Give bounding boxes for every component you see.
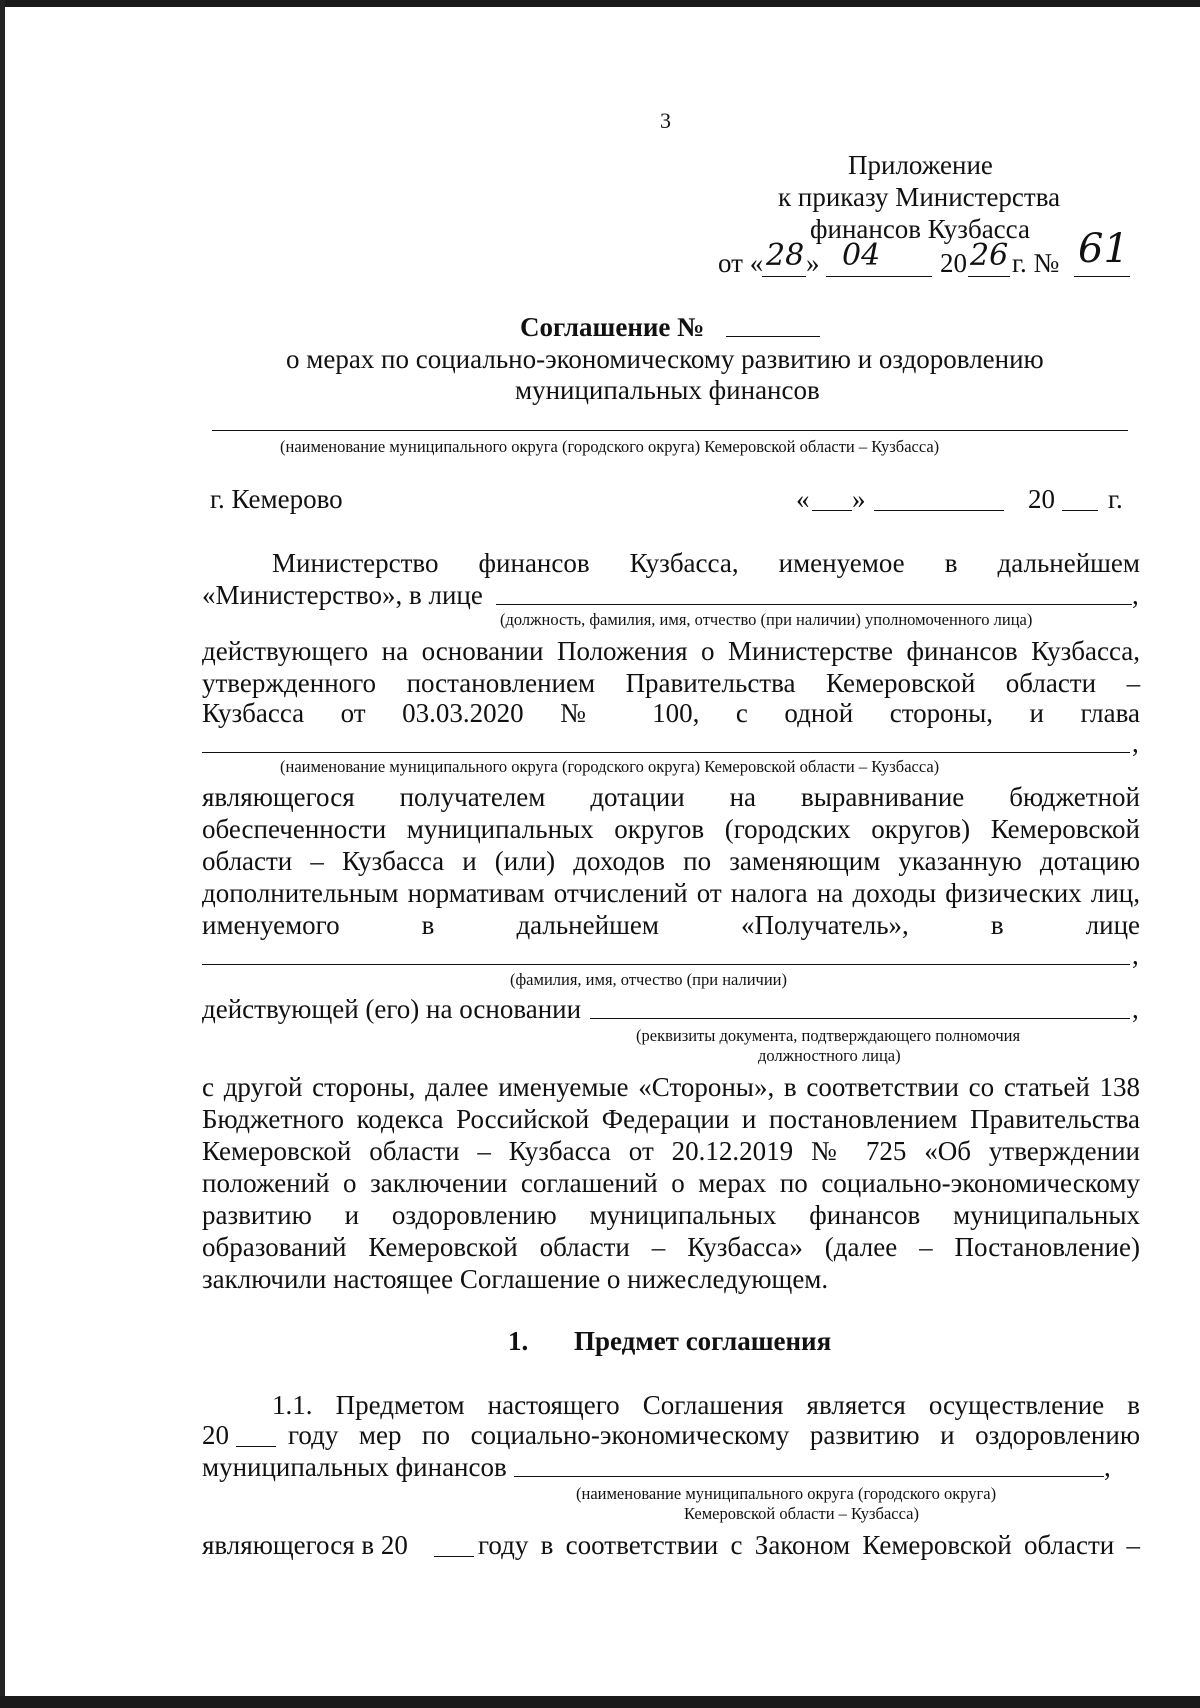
s1-line-1: 1.1. Предметом настоящего Соглашения является осуществление в xyxy=(272,1390,1140,1420)
p1-line-1: Министерство финансов Кузбасса, именуемое в дальнейшем xyxy=(272,548,1141,578)
authority-doc-blank xyxy=(590,1018,1130,1019)
s1-line-4-prefix: являющегося в 20 xyxy=(202,1530,408,1560)
p5-line-1: с другой стороны, далее именуемые «Стороны», в соответствии со статьей 138 xyxy=(202,1072,1140,1102)
appendix-line-3: финансов Кузбасса xyxy=(810,214,1030,244)
head-municipality-caption: (наименование муниципального округа (городского округа) Кемеровской области – Кузбасса) xyxy=(280,757,940,776)
scan-border-left xyxy=(0,0,5,1708)
appendix-number: 61 xyxy=(1078,226,1129,272)
p5-line-2: Бюджетного кодекса Российской Федерации и постановлением Правительства xyxy=(202,1104,1140,1134)
appendix-day: 28 xyxy=(766,238,805,273)
scan-border-top xyxy=(0,0,1200,7)
p5-line-4: положений о заключении соглашений о мерах по социально-экономическому xyxy=(202,1168,1140,1198)
section-title: Предмет соглашения xyxy=(574,1326,832,1356)
appendix-line-2: к приказу Министерства xyxy=(778,182,1061,212)
official-blank xyxy=(496,604,1132,605)
authority-caption-2: должностного лица) xyxy=(758,1046,901,1065)
p4-line-1: действующей (его) на основании xyxy=(202,994,582,1024)
date-year-prefix: 20 xyxy=(1028,484,1055,514)
s1-line-2: году мер по социально-экономическому развитию и оздоровлению xyxy=(288,1420,1140,1450)
agreement-subtitle-2: муниципальных финансов xyxy=(515,375,820,405)
s1-line-4: году в соответствии с Законом Кемеровской области – xyxy=(478,1530,1140,1560)
date-close-quote: » xyxy=(852,484,866,514)
date-year-suffix: г. xyxy=(1108,484,1123,514)
p1-line-2: «Министерство», в лице xyxy=(202,580,483,610)
appendix-number-label: г. № xyxy=(1012,248,1060,278)
appendix-month: 04 xyxy=(842,238,881,273)
s1-line-3: муниципальных финансов xyxy=(202,1452,507,1482)
s1-line-2-prefix: 20 xyxy=(202,1420,229,1450)
p3-line-3: области – Кузбасса и (или) доходов по заменяющим указанную дотацию xyxy=(202,846,1140,876)
s1-municipality-blank xyxy=(514,1476,1104,1477)
municipality-caption: (наименование муниципального округа (городского округа) Кемеровской области – Кузбасса) xyxy=(280,437,940,456)
appendix-year: 26 xyxy=(970,238,1009,273)
authority-caption-1: (реквизиты документа, подтверждающего полномочия xyxy=(636,1026,1021,1045)
p2-line-3: Кузбасса от 03.03.2020 № 100, с одной стороны, и глава xyxy=(202,698,1140,728)
p3-line-2: обеспеченности муниципальных округов (городских округов) Кемеровской xyxy=(202,814,1140,844)
appendix-close-quote: » xyxy=(806,248,820,278)
p5-line-6: образований Кемеровской области – Кузбасса» (далее – Постановление) xyxy=(202,1232,1140,1262)
city: г. Кемерово xyxy=(210,484,343,514)
agreement-subtitle-1: о мерах по социально-экономическому развитию и оздоровлению xyxy=(286,344,1044,374)
p2-line-2: утвержденного постановлением Правительства Кемеровской области – xyxy=(202,668,1141,698)
appendix-year-prefix: 20 xyxy=(940,248,967,278)
s1-caption-1: (наименование муниципального округа (городского округа) xyxy=(576,1484,997,1503)
p3-line-1: являющегося получателем дотации на выравнивание бюджетной xyxy=(202,782,1140,812)
head-municipality-blank xyxy=(202,752,1130,753)
p5-line-5: развитию и оздоровлению муниципальных финансов муниципальных xyxy=(202,1200,1140,1230)
fio-blank xyxy=(202,964,1130,965)
official-caption: (должность, фамилия, имя, отчество (при наличии) уполномоченного лица) xyxy=(500,610,1033,629)
p5-line-3: Кемеровской области – Кузбасса от 20.12.2019 № 725 «Об утверждении xyxy=(202,1136,1140,1166)
fio-caption: (фамилия, имя, отчество (при наличии) xyxy=(510,970,788,989)
s1-caption-2: Кемеровской области – Кузбасса) xyxy=(684,1504,919,1523)
appendix-from: от « xyxy=(718,248,764,278)
p5-line-7: заключили настоящее Соглашение о нижеследующем. xyxy=(202,1264,829,1294)
page-number: 3 xyxy=(660,108,671,133)
date-open-quote: « xyxy=(796,484,810,514)
appendix-line-1: Приложение xyxy=(848,150,993,180)
agreement-title: Соглашение № xyxy=(520,312,705,342)
section-number: 1. xyxy=(508,1326,529,1356)
agreement-number-blank xyxy=(726,336,820,337)
p3-line-5: именуемого в дальнейшем «Получатель», в лице xyxy=(202,910,1140,940)
scan-border-bottom xyxy=(0,1696,1200,1708)
p3-line-4: дополнительным нормативам отчислений от налога на доходы физических лиц, xyxy=(202,878,1140,908)
p2-line-1: действующего на основании Положения о Министерстве финансов Кузбасса, xyxy=(202,636,1140,666)
municipality-blank xyxy=(212,430,1128,431)
